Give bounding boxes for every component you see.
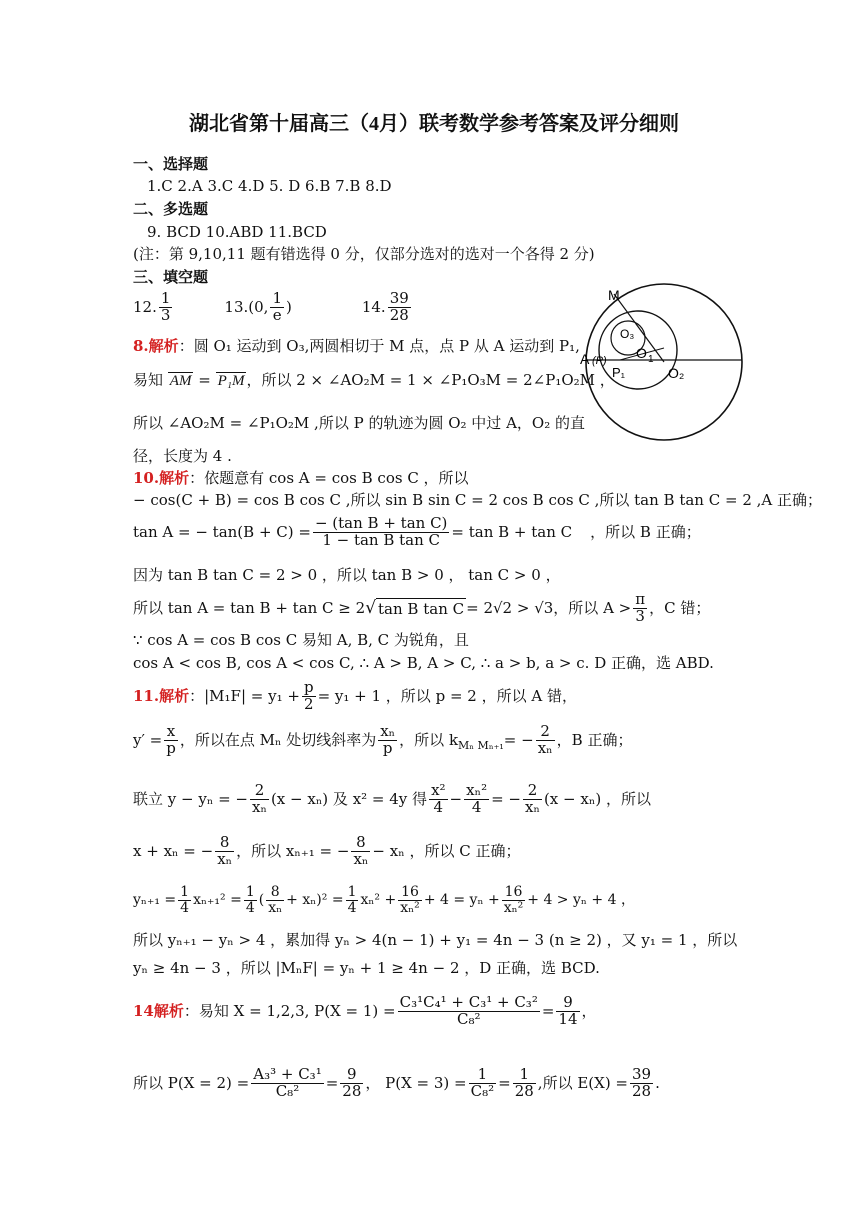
q13-post: ) [285, 298, 292, 317]
sol11-l2-eq: = − [503, 731, 534, 750]
q14-fraction [388, 291, 411, 324]
sol11-l3-num4: 2 [523, 783, 542, 800]
sol8-line2 [133, 370, 615, 391]
fig-label-0: M [608, 287, 620, 303]
sol11-l5-d5: xₙ² [400, 899, 420, 916]
sol11-l5-n4: 1 [347, 884, 357, 900]
sol11-l2-num3: 2 [536, 724, 555, 741]
sol11-l5-d: + xₙ)² = [286, 892, 344, 909]
sol11-l5-e: xₙ² + [360, 892, 397, 909]
choice-answers: 1.C 2.A 3.C 4.D 5. D 6.B 7.B 8.D [147, 177, 392, 195]
sol10-l3-mid: = tan B + tan C [451, 523, 573, 542]
sol8-eq: = [193, 371, 216, 389]
q14-number: 14 [133, 1002, 154, 1021]
q8-number: 8. [133, 337, 149, 355]
sol10-l5-num: π [635, 590, 646, 608]
q12-label: 12. [133, 298, 157, 317]
sol11-l5-b: xₙ₊₁² = [193, 892, 242, 909]
fig-label-7: O₂ [668, 365, 685, 381]
sol14-l2-frac1 [251, 1067, 323, 1100]
sol10-line4: 因为 tan B tan C = 2 > 0 ，所以 tan B > 0 ， tan C > 0 ， [133, 566, 561, 584]
sol11-l4-mid: ，所以 xₙ₊₁ = − [236, 842, 350, 861]
sol14-l2-eq2: = [498, 1074, 511, 1093]
sol11-l5-frac4 [346, 885, 359, 915]
sol11-l2-den2: p [382, 738, 393, 757]
sol11-l3-eq: = − [491, 790, 521, 809]
sol10-line7: cos A < cos B, cos A < cos C, ∴ A > B, A > C, ∴ a > b, a > c. D 正确，选 ABD. [133, 654, 714, 672]
sol14-l1-eq: = [541, 1002, 555, 1021]
sol10-l5-pre: 所以 [133, 599, 164, 618]
sol14-l2-num1: A₃³ + C₃¹ [253, 1065, 322, 1083]
sol14-l2-den4: 28 [514, 1081, 534, 1100]
sol10-l3-post: ，所以 B 正确； [590, 523, 701, 542]
sol11-l4-den1: xₙ [217, 849, 233, 868]
fig-label-3: (P) [592, 355, 607, 367]
sol11-l5-d3: xₙ [268, 899, 283, 916]
sol14-l1-num1: C₃¹C₄¹ + C₃¹ + C₃² [399, 993, 538, 1011]
sol11-l4-frac2 [351, 835, 370, 868]
sol14-l1-post: ， [581, 1002, 597, 1021]
fig-label-4: O [636, 345, 647, 361]
sol11-l5-d6: xₙ² [503, 899, 524, 916]
multi-note: (注：第 9,10,11 题有错选得 0 分，仅部分选对的选对一个各得 2 分) [133, 245, 595, 263]
sol11-l3-den3: 4 [471, 797, 482, 816]
sol14-line1 [133, 995, 597, 1028]
sol8-line1 [133, 336, 580, 356]
sol11-line3 [133, 783, 651, 816]
sol11-l3-num2: x² [431, 781, 446, 799]
fig-label-1: O₃ [620, 327, 635, 341]
sol11-l1-post: = y₁ + 1 ，所以 p = 2 ，所以 A 错， [317, 687, 577, 706]
sol10-l3-pre: tan A = − tan(B + C) = [133, 523, 311, 542]
fill-answers [133, 291, 413, 324]
sol10-line3 [133, 516, 701, 549]
sol14-l1-frac2 [556, 995, 579, 1028]
q14-jiexi: 解析 [153, 1002, 184, 1021]
sol10-line6: ∵ cos A = cos B cos C 易知 A, B, C 为锐角，且 [133, 631, 469, 649]
sol14-l2-frac4 [513, 1067, 536, 1100]
sol10-l5-math: tan A = tan B + tan C ≥ 2 [167, 599, 366, 618]
sol14-l2-num3: 1 [469, 1067, 497, 1084]
sol11-l5-d4: 4 [347, 899, 357, 916]
sol11-l5-f: + 4 = yₙ + [423, 892, 500, 909]
sol10-l3-den: 1 − tan B tan C [322, 530, 441, 549]
sol14-l2-num5: 39 [632, 1065, 652, 1083]
sol11-l3-den2: 4 [433, 797, 444, 816]
sol11-l5-frac3 [266, 885, 284, 915]
fig-label-2: A [580, 351, 590, 367]
sol10-text1: ：依题意有 cos A = cos B cos C ，所以 [189, 469, 469, 487]
sol11-line4 [133, 835, 521, 868]
sol14-l1-pre: ：易知 X = 1,2,3, P(X = 1) = [183, 1002, 396, 1021]
sol11-l5-frac2 [244, 885, 257, 915]
sol8-line4: 径，长度为 4 . [133, 447, 232, 465]
sol14-l1-frac1 [398, 995, 540, 1028]
sol11-line1 [133, 680, 577, 713]
sol11-l1-pre: ：|M₁F| = y₁ + [189, 687, 300, 706]
fig-label-6: P₁ [612, 365, 626, 380]
q12-fraction [159, 291, 173, 324]
sol11-l3-post: (x − xₙ) ，所以 [543, 790, 651, 809]
sol14-l1-den2: 14 [558, 1009, 578, 1028]
sol14-l2-num2: 9 [340, 1067, 363, 1084]
sol11-l3-num3: xₙ² [466, 781, 488, 799]
arc-p1m: P₁M [217, 373, 245, 389]
sol11-l3-num1: 2 [250, 783, 269, 800]
sol11-l5-n6: 16 [502, 885, 526, 901]
sol14-l2-frac2 [340, 1067, 363, 1100]
q13-fraction [270, 291, 284, 324]
sol14-l2-post: . [655, 1074, 660, 1093]
sol11-l5-frac1 [178, 885, 191, 915]
section-choice-title: 一、选择题 [133, 155, 209, 173]
sol10-l5-sqrt: tan B tan C [378, 599, 465, 618]
q13-label: 13. [224, 298, 249, 317]
q14-label: 14. [361, 298, 386, 317]
geometry-figure [578, 280, 748, 450]
sol11-l1-fraction [302, 680, 316, 713]
sol11-l2-num2: xₙ [380, 722, 396, 740]
sol11-l2-frac3 [536, 724, 555, 757]
q11-number: 11. [133, 687, 160, 706]
sol11-l2-den1: p [166, 738, 176, 757]
section-multi-title: 二、多选题 [133, 200, 209, 218]
sol14-l2-pre: 所以 P(X = 2) = [133, 1074, 250, 1093]
sol11-l1-num: p [303, 678, 314, 696]
sol11-l4-frac1 [215, 835, 234, 868]
sol11-l3-den4: xₙ [525, 797, 540, 816]
sol11-l2-post: ，B 正确； [556, 731, 633, 750]
sol14-l1-den1: C₈² [456, 1009, 481, 1028]
sol14-l2-eq: = [325, 1074, 339, 1093]
sol11-l3-minus: − [449, 790, 463, 809]
sol11-l5-frac6 [502, 885, 526, 915]
sol11-line7: yₙ ≥ 4n − 3 ，所以 |MₙF| = yₙ + 1 ≥ 4n − 2 ，D 正确，选 BCD. [133, 959, 600, 977]
sol8-line3: 所以 ∠AO₂M = ∠P₁O₂M ,所以 P 的轨迹为圆 O₂ 中过 A，O₂ 的直 [133, 414, 585, 432]
sol8-post: ，所以 2 × ∠AO₂M = 1 × ∠P₁O₃M = 2∠P₁O₂M ， [246, 371, 615, 389]
multi-answers: 9. BCD 10.ABD 11.BCD [147, 223, 327, 241]
sol11-l2-frac1 [164, 724, 178, 757]
section-fill-title: 三、填空题 [133, 268, 209, 286]
sol10-line1 [133, 468, 469, 488]
sol10-l3-num: − (tan B + tan C) [314, 514, 448, 532]
sol14-l2-den3: C₈² [470, 1081, 495, 1100]
sol11-l2-pre: y′ = [133, 731, 163, 750]
sol11-l5-g: + 4 > yₙ + 4 ， [527, 892, 635, 909]
sol11-l4-num2: 8 [351, 835, 370, 852]
sol10-l5-post2: ，C 错； [649, 599, 711, 618]
sol14-l2-num4: 1 [513, 1067, 536, 1084]
sol14-l2-frac5 [630, 1067, 653, 1100]
sol14-line2 [133, 1067, 660, 1100]
sol14-l2-den5: 28 [632, 1081, 652, 1100]
sol11-l5-n2: 1 [245, 884, 255, 900]
sol11-l5-a: yₙ₊₁ = [133, 892, 177, 909]
sol10-l5-math2: = 2√2 > √3 [466, 599, 554, 618]
sol14-l2-den2: 28 [342, 1081, 362, 1100]
arc-am: AM [169, 373, 192, 389]
q12-num: 1 [160, 289, 171, 307]
q13-den: e [272, 305, 282, 324]
q10-jiexi: 解析 [159, 469, 190, 487]
sol11-l5-n5: 16 [398, 885, 422, 901]
sol11-line2 [133, 724, 632, 757]
sol11-l5-n1: 1 [180, 884, 190, 900]
q10-number: 10. [133, 469, 160, 487]
sol11-l3-frac3 [464, 783, 489, 816]
sol11-l4-den2: xₙ [353, 849, 369, 868]
sol8-pre: 易知 [133, 371, 164, 389]
sol11-l2-num1: x [164, 724, 178, 741]
q8-jiexi: 解析 [148, 337, 179, 355]
q14-den: 28 [389, 305, 409, 324]
sol8-text1: ：圆 O₁ 运动到 O₃,两圆相切于 M 点，点 P 从 A 运动到 P₁, [178, 337, 580, 355]
sol14-l2-frac3 [469, 1067, 497, 1100]
q13-num: 1 [272, 289, 282, 307]
sol11-l5-d1: 4 [180, 899, 190, 916]
q13-pre: (0, [248, 298, 269, 317]
sol10-l3-fraction [313, 516, 449, 549]
sol10-l5-fraction [633, 592, 647, 625]
sol11-line6: 所以 yₙ₊₁ − yₙ > 4 ，累加得 yₙ > 4(n − 1) + y₁ = 4n − 3 (n ≥ 2) ，又 y₁ = 1 ，所以 [133, 931, 738, 949]
q12-den: 3 [160, 305, 171, 324]
sol11-l1-den: 2 [303, 694, 314, 713]
page-title: 湖北省第十届高三（4月）联考数学参考答案及评分细则 [189, 113, 679, 135]
sol11-line5 [133, 885, 635, 915]
sol14-l2-mid2: ,所以 E(X) = [537, 1074, 629, 1093]
sol11-l4-pre: x + xₙ = − [133, 842, 214, 861]
sol11-l3-mid: (x − xₙ) 及 x² = 4y 得 [270, 790, 428, 809]
sol11-l5-d2: 4 [245, 899, 255, 916]
sol14-l2-den1: C₈² [275, 1081, 300, 1100]
sol11-l3-frac2 [429, 783, 447, 816]
sol11-l2-den3: xₙ [537, 738, 553, 757]
sol10-line2: − cos(C + B) = cos B cos C ,所以 sin B sin C = 2 cos B cos C ,所以 tan B tan C = 2 ,A 正确； [133, 491, 822, 509]
sol11-l4-post: − xₙ ，所以 C 正确； [372, 842, 521, 861]
sol11-l5-n3: 8 [266, 885, 284, 901]
sol14-l2-mid: ， P(X = 3) = [365, 1074, 467, 1093]
sol14-l1-num2: 9 [556, 995, 579, 1012]
sol10-l5-den: 3 [635, 606, 645, 625]
sol11-l2-mid: ，所以在点 Mₙ 处切线斜率为 [179, 731, 377, 750]
sol11-l3-frac4 [523, 783, 542, 816]
sol10-line5: 所以 tan A = tan B + tan C ≥ 2 √ tan B tan C = 2√2 > √3 ，所以 A > $\frac{\pi}{3}$ ，C 错； [133, 590, 711, 625]
sol11-l3-frac1 [250, 783, 269, 816]
sol11-l2-sub: Mₙ Mₙ₊₁ [458, 739, 504, 753]
sol11-l4-num1: 8 [215, 835, 234, 852]
q11-jiexi: 解析 [159, 687, 190, 706]
sol10-l5-post1: ，所以 A > [553, 599, 632, 618]
q14-num: 39 [389, 289, 409, 307]
sol11-l3-pre: 联立 y − yₙ = − [133, 790, 248, 809]
sol11-l3-den1: xₙ [251, 797, 267, 816]
sol11-l2-mid2: ，所以 k [399, 731, 459, 750]
sol11-l5-frac5 [398, 885, 422, 915]
sol11-l2-frac2 [378, 724, 397, 757]
sol11-l5-c: ( [258, 892, 265, 909]
fig-label-5: 1 [648, 354, 654, 365]
